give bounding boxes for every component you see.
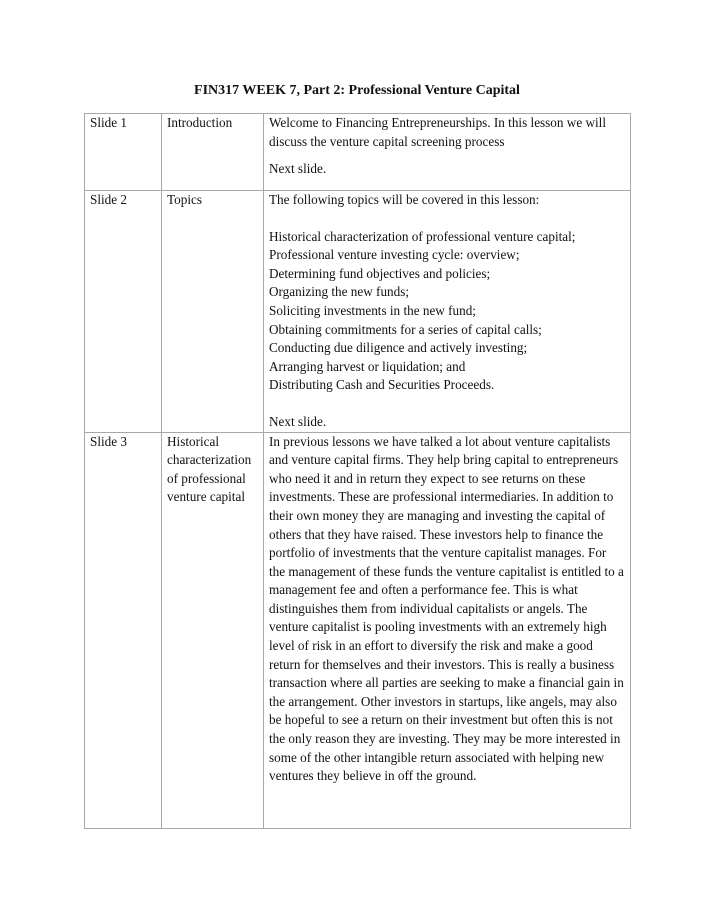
slide-topic-cell: Topics xyxy=(162,191,264,433)
narration-text: The following topics will be covered in this lesson: xyxy=(269,192,540,207)
slide-script-table xyxy=(84,113,631,829)
slide-narration-cell xyxy=(264,432,631,828)
next-slide-text: Next slide. xyxy=(269,161,327,177)
list-item: Arranging harvest or liquidation; and xyxy=(269,358,466,374)
list-item: Obtaining commitments for a series of capital calls; xyxy=(269,321,542,337)
table-row xyxy=(85,432,631,828)
slide-number-cell: Slide 3 xyxy=(85,432,162,828)
table-row xyxy=(85,191,631,433)
page-title: FIN317 WEEK 7, Part 2: Professional Venture Capital xyxy=(194,83,520,98)
list-item: Organizing the new funds; xyxy=(269,284,410,300)
list-item: Professional venture investing cycle: overview; xyxy=(269,247,520,263)
list-item: Historical characterization of professional venture capital; xyxy=(269,228,576,244)
narration-text: In previous lessons we have talked a lot about venture capitalists and venture capital firms. They help bring capital to entrepreneurs who need it and in return they expect to see returns on these investments. These are professional intermediaries. In addition to their own money they are managing and investing the capital of others that they have raised. These investors help to finance the portfolio of investments that the venture capitalist manages. For the management of these funds the venture capitalist is entitled to a management fee and often a performance fee. This is what distinguishes them from individual capitalists or angels. The venture capitalist is pooling investments with an extremely high level of risk in an effort to diversify the risk and make a good return for themselves and their investors. This is really a business transaction where all parties are seeking to make a financial gain in the arrangement. Other investors in startups, like angels, may also be hopeful to see a return on their investment but often this is not the only reason they are investing. They may be more interested in some of the other intangible return associated with helping new ventures they believe in off the ground. xyxy=(269,433,624,784)
slide-topic-cell: Introduction xyxy=(162,114,264,191)
list-item: Soliciting investments in the new fund; xyxy=(269,302,476,318)
narration-text: Welcome to Financing Entrepreneurships. In this lesson we will discuss the venture capital screening process xyxy=(269,115,606,149)
list-item: Conducting due diligence and actively investing; xyxy=(269,340,528,356)
slide-narration-cell xyxy=(264,191,631,433)
slide-narration-cell xyxy=(264,114,631,191)
slide-number-cell: Slide 1 xyxy=(85,114,162,191)
slide-topic-cell: Historical characterization of professional venture capital xyxy=(162,432,264,828)
list-item: Distributing Cash and Securities Proceeds. xyxy=(269,377,495,393)
slide-number-cell: Slide 2 xyxy=(85,191,162,433)
next-slide-text: Next slide. xyxy=(269,413,327,429)
list-item: Determining fund objectives and policies; xyxy=(269,265,491,281)
topic-list xyxy=(269,228,625,395)
table-row xyxy=(85,114,631,191)
